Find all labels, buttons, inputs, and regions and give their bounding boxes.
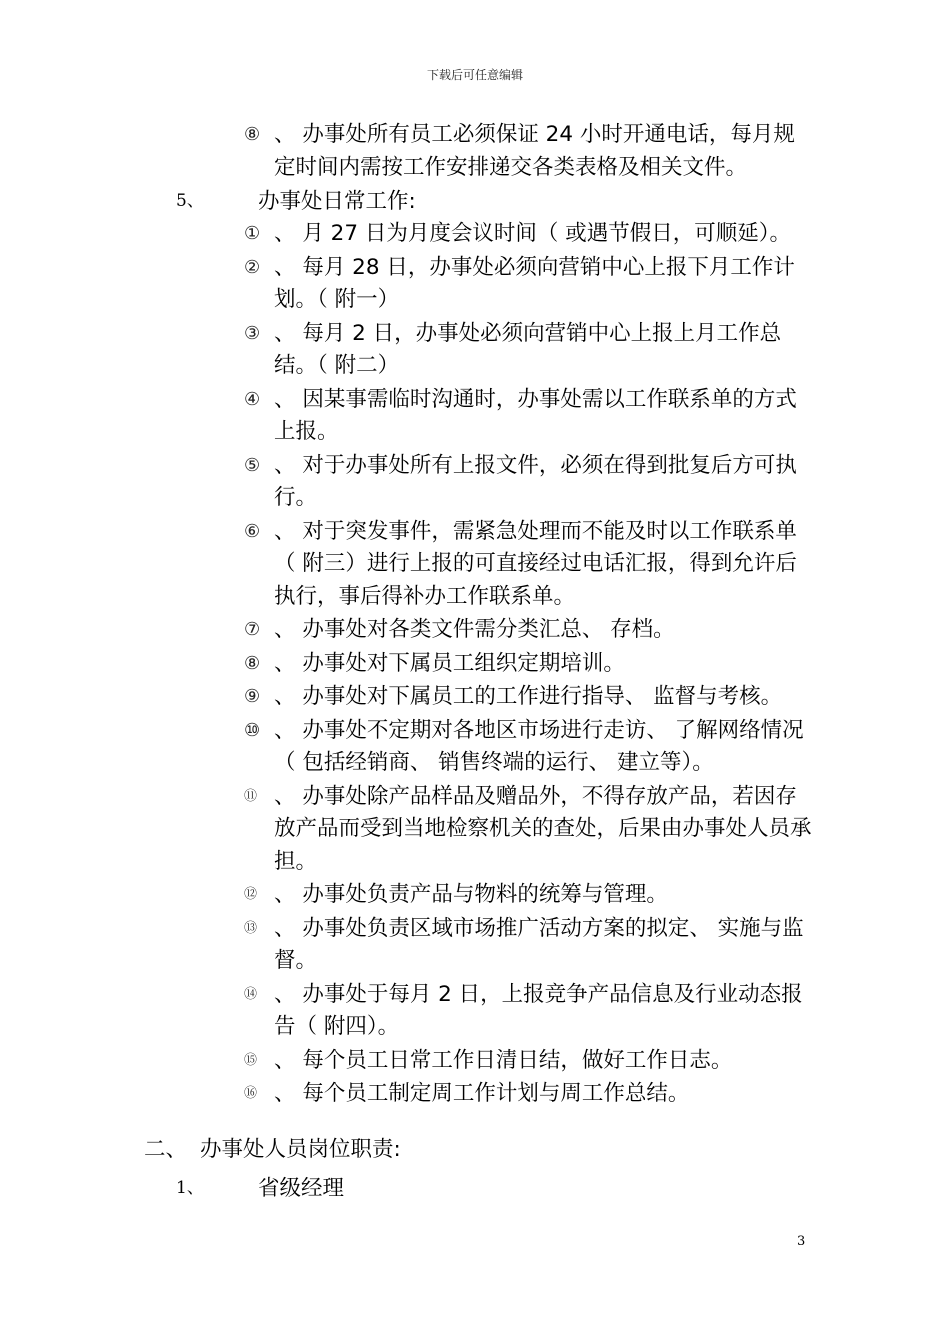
sub-heading: [0, 1172, 950, 1205]
list-item: [0, 715, 814, 780]
sub-heading-number: 1、: [176, 1177, 204, 1198]
item-text: 、 办事处除产品样品及赠品外，不得存放产品，若因存放产品而受到当地检察机关的查处，后果由办事处人员承担。: [274, 783, 812, 874]
item-text: 、 办事处不定期对各地区市场进行走访、 了解网络情况（ 包括经销商、 销售终端的运行、 建立等）。: [274, 717, 804, 775]
section-heading: [0, 1133, 950, 1166]
item-number: ④: [244, 388, 261, 410]
item-text: 、 对于突发事件，需紧急处理而不能及时以工作联系单（ 附三）进行上报的可直接经过电话汇报，得到允许后执行，事后得补办工作联系单。: [274, 518, 797, 609]
section-number: 二、: [144, 1136, 188, 1162]
item-text: 、 每个员工制定周工作计划与周工作总结。: [274, 1081, 690, 1106]
item-number: ③: [244, 322, 261, 344]
item-number: ⑭: [244, 986, 258, 1002]
item-number: ⑧: [244, 652, 261, 674]
item-number: ⑤: [244, 454, 261, 476]
list-item: [0, 516, 814, 614]
list-item: [0, 781, 814, 879]
item-number: ⑫: [244, 887, 258, 902]
list-item: [0, 1045, 814, 1078]
sub-heading: [0, 185, 950, 218]
list-item: [0, 318, 814, 383]
list-item: [0, 913, 814, 978]
item-number: ⑯: [244, 1086, 258, 1101]
item-number: ①: [244, 223, 261, 244]
item-text: 、 办事处对各类文件需分类汇总、 存档。: [274, 617, 675, 642]
item-text: 、 办事处负责产品与物料的统筹与管理。: [274, 882, 668, 907]
item-text: 、 月 27 日为月度会议时间（ 或遇节假日，可顺延）。: [274, 221, 791, 246]
item-text: 、 每月 2 日，办事处必须向营销中心上报上月工作总结。（ 附二）: [274, 320, 782, 378]
item-text: 、 办事处对下属员工的工作进行指导、 监督与考核。: [274, 684, 783, 709]
list-item: [0, 119, 814, 184]
section-title: 办事处人员岗位职责:: [200, 1136, 401, 1162]
list-item: [0, 450, 814, 515]
item-number: ⑦: [244, 619, 261, 640]
list-item: [0, 1078, 814, 1111]
page-header: 下载后可任意编辑: [426, 68, 523, 82]
item-number: ⑪: [244, 788, 258, 804]
item-number: ⑧: [244, 124, 261, 145]
item-number: ②: [244, 256, 261, 278]
item-text: 、 办事处于每月 2 日，上报竞争产品信息及行业动态报告（ 附四）。: [274, 981, 803, 1039]
item-text: 、 因某事需临时沟通时，办事处需以工作联系单的方式上报。: [274, 386, 797, 444]
item-number: ⑬: [244, 920, 258, 936]
list-item: [0, 879, 814, 912]
item-text: 、 办事处对下属员工组织定期培训。: [274, 650, 625, 676]
item-text: 、 对于办事处所有上报文件，必须在得到批复后方可执行。: [274, 452, 797, 510]
item-number: ⑮: [244, 1052, 258, 1068]
list-item: [0, 979, 814, 1044]
page-number: 3: [797, 1234, 806, 1249]
list-item: [0, 384, 814, 449]
list-item: [0, 218, 814, 251]
item-text: 、 办事处所有员工必须保证 24 小时开通电话，每月规定时间内需按工作安排递交各类表格及相关文件。: [274, 122, 795, 180]
list-item: [0, 252, 814, 317]
item-number: ⑨: [244, 686, 261, 707]
item-number: ⑥: [244, 520, 261, 542]
sub-heading-number: 5、: [176, 191, 204, 211]
item-number: ⑩: [244, 719, 261, 741]
sub-heading-text: 省级经理: [258, 1175, 345, 1201]
item-text: 、 每个员工日常工作日清日结，做好工作日志。: [274, 1047, 733, 1073]
item-text: 、 办事处负责区域市场推广活动方案的拟定、 实施与监督。: [274, 915, 804, 973]
list-item: [0, 614, 814, 647]
sub-heading-text: 办事处日常工作:: [258, 189, 416, 214]
document-body: [0, 119, 950, 1205]
list-item: [0, 648, 814, 681]
list-item: [0, 681, 814, 714]
item-text: 、 每月 28 日，办事处必须向营销中心上报下月工作计划。（ 附一）: [274, 254, 795, 312]
